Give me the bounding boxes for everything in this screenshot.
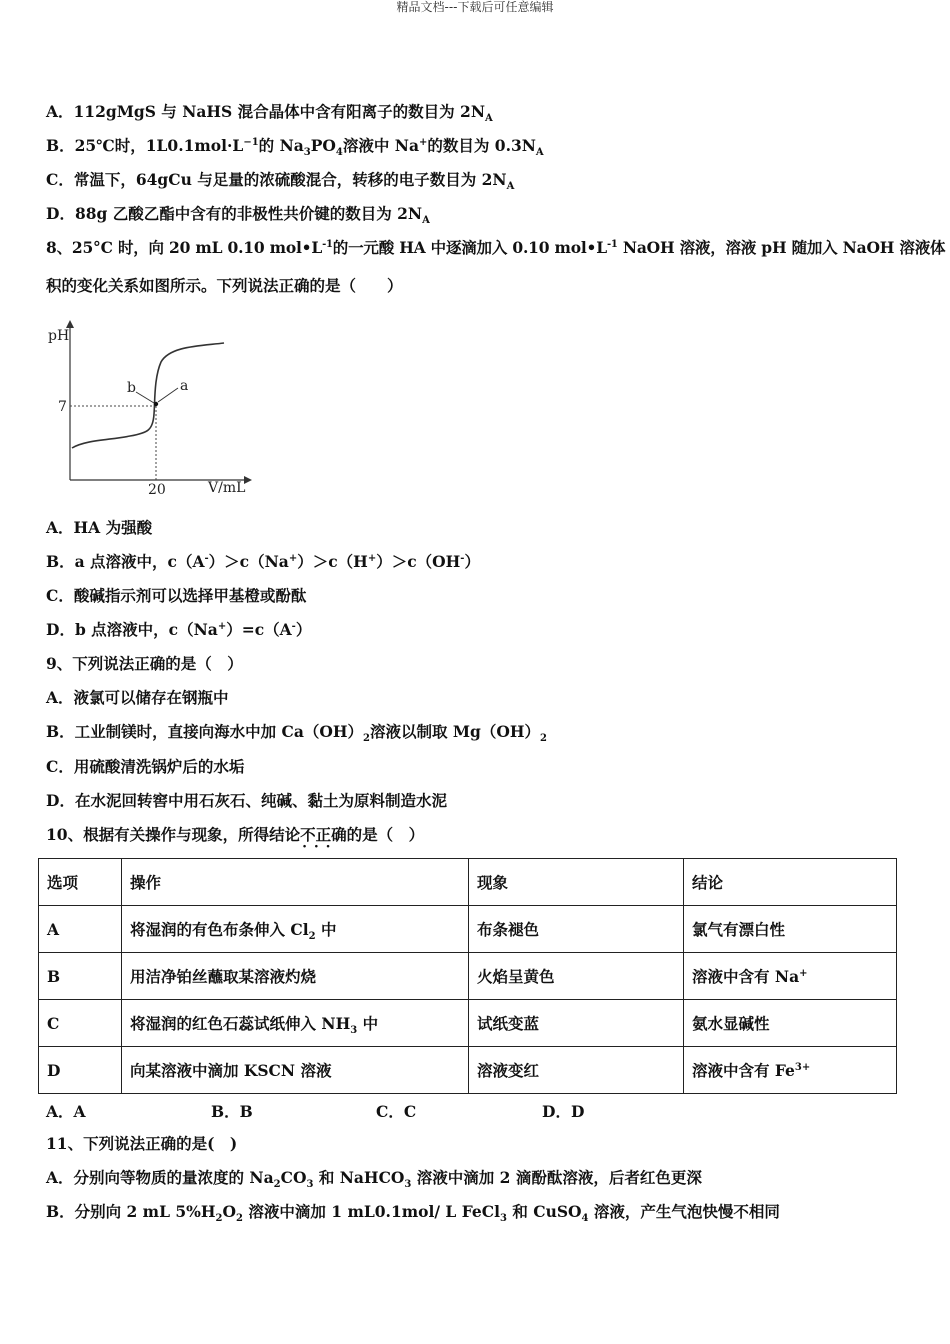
q10-choice-a: A．A [46, 1102, 86, 1121]
q9-option-a: A．液氯可以储存在钢瓶中 [46, 688, 229, 707]
table-row: C 将湿润的红色石蕊试纸伸入 $NH_3$ 中 试纸变蓝 氨水显碱性 [39, 1000, 897, 1047]
q10-table [38, 858, 897, 1094]
q8-option-c: C．酸碱指示剂可以选择甲基橙或酚酞 [46, 586, 307, 605]
q11-option-a: A．分别向等物质的量浓度的 $Na_2CO_3$ 和 NaHCO$_3$ 溶液中滴加 2 滴酚酞溶液，后者红色更深 [46, 1168, 702, 1191]
ph-curve [72, 343, 224, 448]
q9-stem: 9、下列说法正确的是（ ） [46, 654, 243, 673]
q7-option-c: C．常温下，64gCu 与足量的浓硫酸混合，转移的电子数目为 $2N_A$ [46, 170, 515, 193]
q10-choice-b: B．B [211, 1102, 253, 1121]
point-a-label: a [180, 378, 189, 394]
x-tick-20: 20 [148, 482, 166, 498]
q10-choice-c: C．C [376, 1102, 417, 1121]
y-axis-label: pH [48, 328, 70, 344]
q8-option-d: D．b 点溶液中，c（Na+）=c（A-） [46, 620, 312, 639]
q11-stem: 11、下列说法正确的是( ) [46, 1134, 238, 1153]
label-b-leader [136, 392, 154, 403]
y-tick-7: 7 [58, 399, 67, 415]
table-row: B 用洁净铂丝蘸取某溶液灼烧 火焰呈黄色 溶液中含有 Na+ [39, 953, 897, 1000]
header-phenomenon: 现象 [469, 859, 684, 906]
q11-option-b: B．分别向 2 mL $5\%H_2O_2$ 溶液中滴加 1 mL0.1mol/ L FeCl$_3$ 和 CuSO$_4$ 溶液，产生气泡快慢不相同 [46, 1202, 780, 1225]
table-header-row [39, 859, 897, 906]
label-a-leader [158, 388, 178, 402]
point-marker [154, 402, 158, 406]
q9-option-d: D．在水泥回转窖中用石灰石、纯碱、黏土为原料制造水泥 [46, 791, 447, 810]
point-b-label: b [127, 380, 136, 396]
q8-stem-line1: 8、25°C 时，向 20 mL 0.10 $mol•L^{-1}$的一元酸 HA 中逐滴加入 0.10 $mol•L^{-1}$ NaOH 溶液，溶液 pH 随加入 NaOH 溶液体 [46, 238, 946, 257]
y-axis-arrow [66, 320, 74, 328]
x-axis-label: V/mL [208, 480, 246, 496]
emphasis-not-correct: 不正确 · · · [300, 825, 347, 844]
q7-option-b: B．25℃时，$1L0.1mol\cdot L^{-1}$的 $Na_3PO_4$溶液中 Na+的数目为 $0.3N_A$ [46, 136, 544, 159]
q8-option-a: A．HA 为强酸 [46, 518, 153, 537]
q7-option-d: D．88g 乙酸乙酯中含有的非极性共价键的数目为 $2N_A$ [46, 204, 430, 227]
q8-stem-line2: 积的变化关系如图所示。下列说法正确的是（ ） [46, 276, 403, 295]
table-row: A 将湿润的有色布条伸入 $Cl_2$ 中 布条褪色 氯气有漂白性 [39, 906, 897, 953]
q10-stem: 10、根据有关操作与现象，所得结论不正确 · · ·的是（ ） [46, 825, 424, 845]
header-conclusion: 结论 [684, 859, 897, 906]
q7-option-a: A．112gMgS 与 NaHS 混合晶体中含有阳离子的数目为 $2N_A$ [46, 102, 493, 125]
q9-option-b: B．工业制镁时，直接向海水中加 $Ca(OH)_2$溶液以制取 $Mg(OH)_2$ [46, 722, 548, 745]
q10-choice-d: D．D [542, 1102, 585, 1121]
q9-option-c: C．用硫酸清洗锅炉后的水垢 [46, 757, 245, 776]
header-option: 选项 [39, 859, 122, 906]
table-row: D 向某溶液中滴加 KSCN 溶液 溶液变红 溶液中含有 $Fe^{3+}$ [39, 1047, 897, 1094]
titration-curve-figure [40, 318, 260, 500]
header-operation: 操作 [122, 859, 469, 906]
q8-option-b: B．a 点溶液中，c（A-）＞c（Na+）＞c（H+）＞c（OH-） [46, 552, 480, 571]
page-header: 精品文档---下载后可任意编辑 [396, 0, 554, 14]
